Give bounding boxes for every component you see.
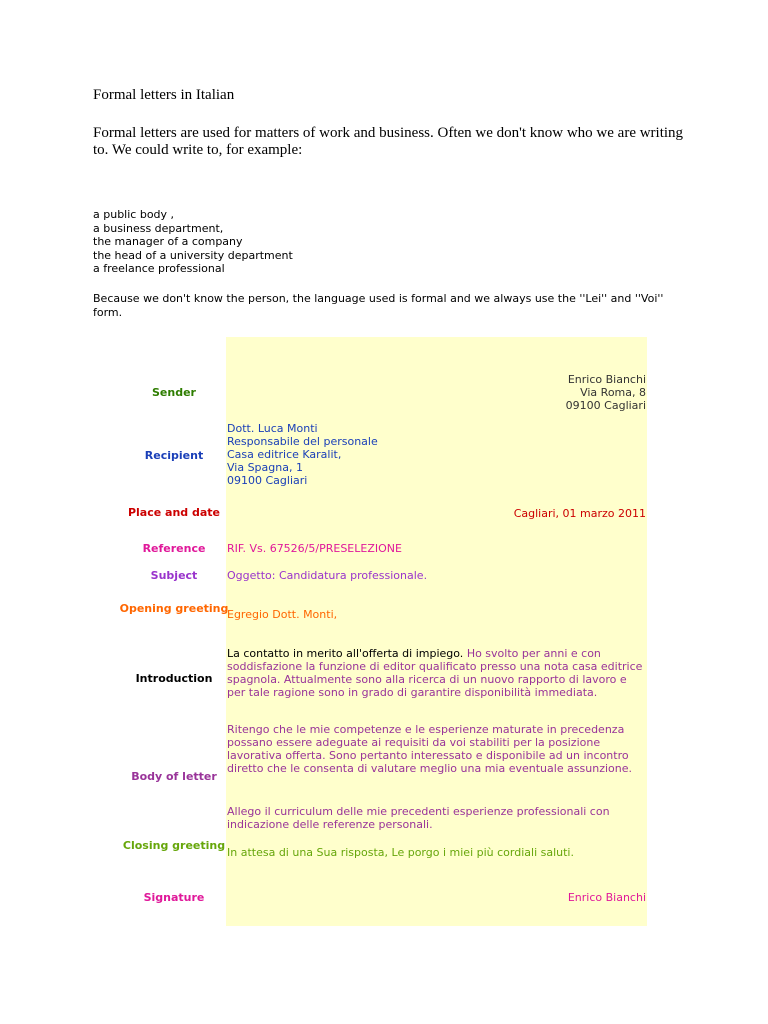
recipient-city: 09100 Cagliari bbox=[227, 474, 308, 487]
recipient-company: Casa editrice Karalit, bbox=[227, 448, 342, 461]
list-item: the manager of a company bbox=[93, 235, 243, 248]
recipient-types-list bbox=[93, 208, 293, 276]
label-introduction: Introduction bbox=[135, 672, 213, 685]
document-title: Formal letters in Italian bbox=[93, 87, 235, 103]
label-subject: Subject bbox=[150, 569, 198, 582]
introduction-first-sentence: La contatto in merito all'offerta di impiego. bbox=[227, 647, 464, 660]
sender-street: Via Roma, 8 bbox=[580, 386, 646, 399]
label-body: Body of letter bbox=[131, 770, 217, 783]
recipient-name: Dott. Luca Monti bbox=[227, 422, 318, 435]
closing-greeting: In attesa di una Sua risposta, Le porgo i miei più cordiali saluti. bbox=[227, 846, 574, 859]
sender-name: Enrico Bianchi bbox=[567, 373, 646, 386]
body-paragraph-2: Allego il curriculum delle mie precedenti esperienze professionali con indicazione delle referenze personali. bbox=[227, 805, 610, 831]
recipient-block bbox=[227, 422, 648, 487]
place-date: Cagliari, 01 marzo 2011 bbox=[513, 507, 646, 520]
sender-block bbox=[227, 373, 646, 412]
label-opening-greeting: Opening greeting bbox=[119, 602, 229, 615]
label-sender: Sender bbox=[152, 386, 196, 399]
signature: Enrico Bianchi bbox=[567, 891, 646, 904]
introduction bbox=[227, 647, 646, 699]
introduction-rest: Ho svolto per anni e con soddisfazione la funzione di editor qualificato presso una nota casa editrice spagnola. Attualmente sono alla ricerca di un nuovo rapporto di lavoro e per tale ragione sono in grado di garantire disponibilità immediata. bbox=[227, 647, 643, 699]
recipient-role: Responsabile del personale bbox=[227, 435, 378, 448]
list-item: a public body , bbox=[93, 208, 175, 221]
recipient-street: Via Spagna, 1 bbox=[227, 461, 303, 474]
label-closing-greeting: Closing greeting bbox=[122, 839, 226, 852]
label-recipient: Recipient bbox=[144, 449, 204, 462]
formality-note: Because we don't know the person, the language used is formal and we always use the ''Lei'' and ''Voi'' form. bbox=[93, 292, 664, 319]
opening-greeting: Egregio Dott. Monti, bbox=[227, 608, 338, 621]
list-item: a freelance professional bbox=[93, 262, 225, 275]
reference: RIF. Vs. 67526/5/PRESELEZIONE bbox=[227, 542, 402, 555]
intro-paragraph: Formal letters are used for matters of work and business. Often we don't know who we are writing to. We could write to, for example: bbox=[93, 125, 684, 158]
list-item: a business department, bbox=[93, 221, 224, 235]
subject: Oggetto: Candidatura professionale. bbox=[227, 569, 428, 582]
body-paragraph-1: Ritengo che le mie competenze e le esperienze maturate in precedenza possano essere adeguate ai requisiti da voi stabiliti per la posizione lavorativa offerta. Sono pertanto interessato e disponibile ad un incontro diretto che le consenta di valutare meglio una mia eventuale assunzione. bbox=[227, 723, 633, 775]
list-item: the head of a university department bbox=[93, 248, 293, 262]
label-place-date: Place and date bbox=[127, 506, 221, 519]
sender-city: 09100 Cagliari bbox=[565, 399, 646, 412]
label-reference: Reference bbox=[142, 542, 206, 555]
label-signature: Signature bbox=[143, 891, 205, 904]
